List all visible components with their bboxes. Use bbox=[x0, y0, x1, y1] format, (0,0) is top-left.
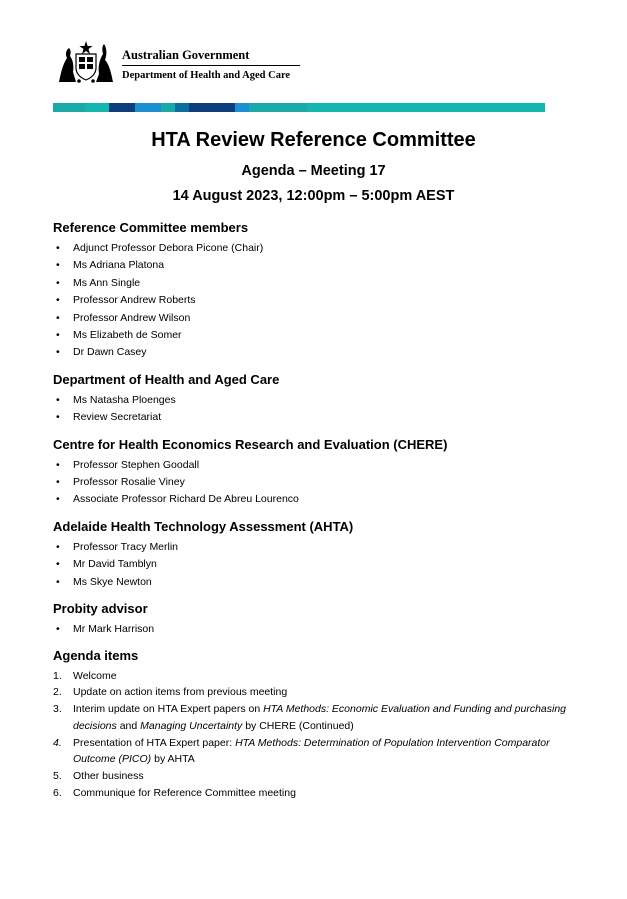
list-item-text: Ms Adriana Platona bbox=[73, 259, 165, 272]
attendee-section bbox=[53, 601, 593, 638]
attendee-list bbox=[53, 457, 593, 509]
agenda-item-text: Interim update on HTA Expert papers on bbox=[73, 703, 264, 716]
attendee-list bbox=[53, 240, 593, 362]
agenda-item bbox=[53, 668, 593, 685]
attendee-list bbox=[53, 539, 593, 591]
band-segment bbox=[161, 103, 175, 112]
list-item bbox=[53, 344, 593, 361]
list-item bbox=[53, 457, 593, 474]
list-item-text: Ms Skye Newton bbox=[73, 575, 152, 588]
list-item bbox=[53, 539, 593, 556]
band-segment bbox=[307, 103, 545, 112]
agenda-item-number: 4. bbox=[53, 736, 62, 749]
bullet-icon: • bbox=[56, 259, 60, 272]
section-heading: Adelaide Health Technology Assessment (AHTA) bbox=[53, 518, 354, 534]
agenda-item-emphasis: HTA Methods: Economic Evaluation and Funding and purchasing decisions bbox=[73, 703, 567, 732]
band-segment bbox=[235, 103, 249, 112]
agenda-item-text: Presentation of HTA Expert paper: bbox=[73, 736, 236, 749]
bullet-icon: • bbox=[56, 329, 60, 342]
band-segment bbox=[135, 103, 161, 112]
bullet-icon: • bbox=[56, 393, 60, 406]
section-heading: Reference Committee members bbox=[53, 220, 249, 235]
list-item bbox=[53, 257, 593, 274]
list-item-text: Mr David Tamblyn bbox=[73, 558, 157, 571]
list-item bbox=[53, 392, 593, 409]
agenda-item-text: and bbox=[116, 719, 141, 732]
section-heading: Agenda items bbox=[53, 647, 139, 663]
agenda-item bbox=[53, 785, 593, 802]
agenda-item bbox=[53, 768, 593, 785]
agenda-item-text: Communique for Reference Committee meeting bbox=[73, 787, 296, 800]
agenda-item-number: 3. bbox=[53, 703, 62, 716]
list-item bbox=[53, 240, 593, 257]
list-item bbox=[53, 292, 593, 309]
list-item-text: Mr Mark Harrison bbox=[73, 623, 155, 636]
list-item-text: Ms Ann Single bbox=[73, 276, 141, 289]
attendee-section bbox=[53, 372, 593, 427]
branding-divider bbox=[122, 65, 300, 66]
bullet-icon: • bbox=[56, 294, 60, 307]
list-item bbox=[53, 574, 593, 591]
document-body bbox=[53, 220, 593, 802]
bullet-icon: • bbox=[56, 311, 60, 324]
bullet-icon: • bbox=[56, 493, 60, 506]
list-item-text: Ms Natasha Ploenges bbox=[73, 393, 176, 406]
band-segment bbox=[249, 103, 307, 112]
meeting-date: 14 August 2023, 12:00pm – 5:00pm AEST bbox=[172, 188, 455, 204]
list-item bbox=[53, 310, 593, 327]
government-name: Australian Government bbox=[122, 48, 250, 62]
band-segment bbox=[85, 103, 109, 112]
bullet-icon: • bbox=[56, 575, 60, 588]
page-subtitle: Agenda – Meeting 17 bbox=[241, 163, 386, 179]
agenda-item-emphasis: HTA Methods: Determination of Population Intervention Comparator Outcome (PICO) bbox=[73, 736, 550, 766]
bullet-icon: • bbox=[56, 276, 60, 289]
bullet-icon: • bbox=[56, 558, 60, 571]
agenda-item-number: 6. bbox=[53, 787, 62, 800]
list-item bbox=[53, 491, 593, 508]
list-item-text: Professor Rosalie Viney bbox=[73, 476, 185, 489]
agenda-item-number: 2. bbox=[53, 686, 62, 699]
bullet-icon: • bbox=[56, 458, 60, 471]
attendee-section bbox=[53, 519, 593, 591]
agenda-item-text: by CHERE (Continued) bbox=[242, 719, 354, 732]
band-segment bbox=[53, 103, 85, 112]
section-heading: Department of Health and Aged Care bbox=[53, 371, 280, 387]
agenda-item-text: Welcome bbox=[73, 669, 117, 682]
agenda-item bbox=[53, 684, 593, 701]
department-name: Department of Health and Aged Care bbox=[122, 70, 291, 81]
list-item-text: Adjunct Professor Debora Picone (Chair) bbox=[73, 242, 264, 254]
section-heading: Centre for Health Economics Research and Evaluation (CHERE) bbox=[53, 436, 448, 452]
list-item-text: Professor Andrew Wilson bbox=[73, 311, 191, 324]
agenda-item bbox=[53, 701, 593, 735]
attendee-section bbox=[53, 220, 593, 362]
bullet-icon: • bbox=[56, 540, 60, 553]
attendee-list bbox=[53, 621, 593, 638]
band-segment bbox=[175, 103, 189, 112]
band-segment bbox=[109, 103, 135, 112]
agenda-item-number: 5. bbox=[53, 770, 62, 783]
attendee-section bbox=[53, 437, 593, 509]
agenda-item-text: Update on action items from previous meeting bbox=[73, 686, 288, 699]
list-item-text: Professor Andrew Roberts bbox=[73, 294, 196, 307]
agenda-item-number: 1. bbox=[53, 669, 62, 682]
list-item-text: Professor Stephen Goodall bbox=[73, 458, 200, 471]
list-item bbox=[53, 275, 593, 292]
agenda-item bbox=[53, 735, 593, 769]
list-item-text: Ms Elizabeth de Somer bbox=[73, 329, 182, 342]
color-band bbox=[53, 103, 545, 112]
government-branding bbox=[122, 48, 302, 82]
list-item bbox=[53, 621, 593, 638]
bullet-icon: • bbox=[56, 346, 60, 359]
bullet-icon: • bbox=[56, 476, 60, 489]
agenda-section bbox=[53, 648, 593, 802]
bullet-icon: • bbox=[56, 411, 60, 424]
page-title: HTA Review Reference Committee bbox=[151, 129, 476, 151]
agenda-item-text: Other business bbox=[73, 770, 144, 783]
agenda-item-text: by AHTA bbox=[151, 753, 195, 766]
section-heading: Probity advisor bbox=[53, 601, 148, 617]
agenda-item-emphasis: Managing Uncertainty bbox=[140, 719, 243, 732]
bullet-icon: • bbox=[56, 623, 60, 636]
list-item bbox=[53, 474, 593, 491]
list-item-text: Review Secretariat bbox=[73, 411, 162, 424]
list-item bbox=[53, 409, 593, 426]
list-item bbox=[53, 556, 593, 573]
coat-of-arms-icon bbox=[55, 38, 117, 84]
attendee-sections bbox=[53, 220, 593, 639]
list-item-text: Dr Dawn Casey bbox=[73, 346, 147, 359]
bullet-icon: • bbox=[56, 242, 60, 254]
list-item-text: Professor Tracy Merlin bbox=[73, 540, 179, 553]
list-item bbox=[53, 327, 593, 344]
band-segment bbox=[189, 103, 235, 112]
agenda-list bbox=[53, 668, 593, 802]
attendee-list bbox=[53, 392, 593, 427]
list-item-text: Associate Professor Richard De Abreu Lourenco bbox=[73, 493, 299, 506]
